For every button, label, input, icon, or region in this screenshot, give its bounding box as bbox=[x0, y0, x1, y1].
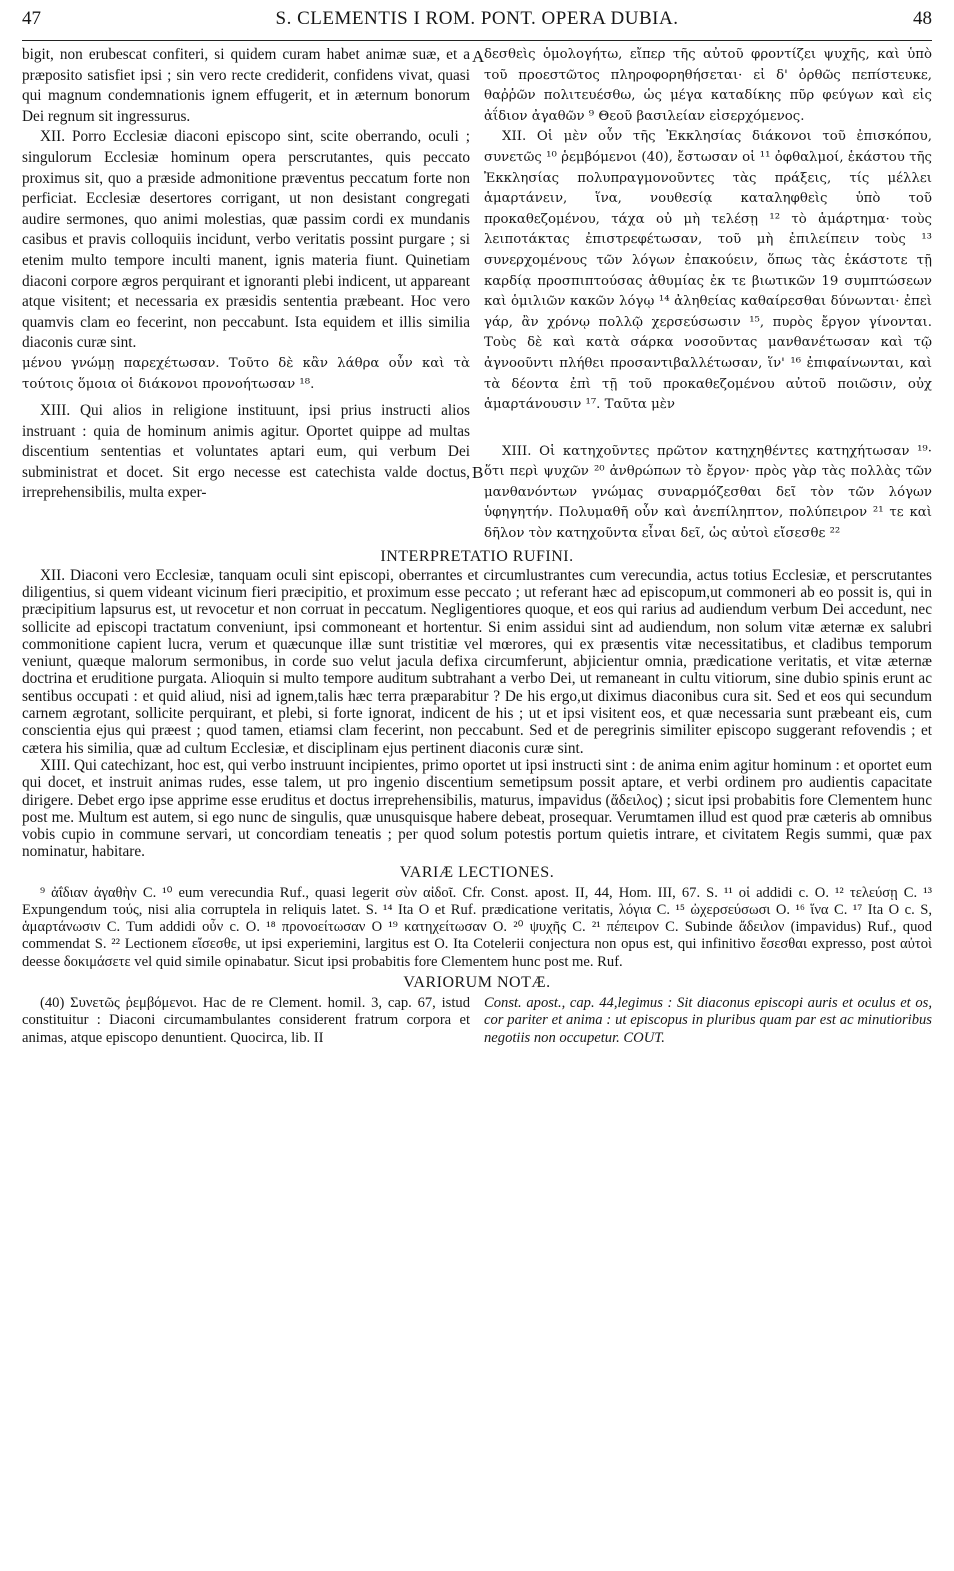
greek-paragraph-continuation: δεσθεὶς ὁμολογήτω, εἴπερ τῆς αὐτοῦ φροντίζει ψυχῆς, καὶ ὑπὸ τοῦ προεστῶτος πληροφορηθήσεται· εἰ δ' ὀρθῶς πεπίστευκε, θαῤῥῶν πολιτευέσθω, ὡς μέγα καταδίκης πῦρ φεύγων καὶ εἰς ἀΐδιον ἀγαθῶν ⁹ Θεοῦ βασιλείαν εἰσερχόμενος. bbox=[484, 47, 932, 124]
notae-heading: VARIORUM NOTÆ. bbox=[403, 973, 551, 991]
greek-paragraph-xiii: XIII. Οἱ κατηχοῦντες πρῶτον κατηχηθέντες κατηχήτωσαν ¹⁹· ὅτι περὶ ψυχῶν ²⁰ ἀνθρώπων τὸ ἔργον· πρὸς γὰρ τὰς πολλὰς τῶν μανθανόντων γνώμας συναρμόζεσθαι δεῖ τὸν τῶν λόγων ὑφηγητήν. Πολυμαθῆ οὖν καὶ ἀνεπίληπτον, πολύπειρον ²¹ τε καὶ δῆλον τὸν κατηχοῦντα εἶναι δεῖ, ὡς αὐτοὶ εἴσεσθε ²² bbox=[484, 443, 932, 542]
parallel-columns bbox=[22, 45, 932, 545]
page-number-right: 48 bbox=[913, 8, 932, 29]
rufinus-paragraph-xii: XII. Diaconi vero Ecclesiæ, tanquam oculi sint episcopi, oberrantes et circumlustrantes cum verecundia, actus totius Ecclesiæ, et perscrutantes diligentius, si quem videant vicinum fieri præcipitio, et proximum esse peccato ; ut referant hæc ad episcopum,ut commoneri ab eo possit is, qui in præcipitium lapsurus est, ut revocetur et non corruat in peccatum. Negligentiores quoque, et eos qui rarius ad audiendum verbum Dei accedunt, nec sollicite ad episcopi tractatum conveniunt, ipsi commoneant et hortentur. Si enim assidui sint ad audiendum, non solum vitæ æternæ ex salubri commonitione capient lucra, verum et quæcunque illæ sunt tristitiæ vel mœrores, qui ex præsentis vitæ necessitatibus, et cladibus temporum veniunt, quæque malorum sermonibus, in corde suo velut jacula defixa circumferunt, abjicientur omnia, prædicatione veritatis, et vitæ æternæ doctrina et eruditione purgata. Alioquin si multo tempore auditum subtrahant a verbo Dei, ut remaneant in cultu vitiorum, sine dubio spinis erunt ac sentibus occupati : et quid aliud, nisi ad ignem,talis hæc terra præparabitur ? De his ergo,ut diximus diaconibus cura sit. Sed et eos qui secundum carnem ægrotant, sollicite perquirant, et plebi, si forte ignorat, indicent de his ; ut et ipsi visitent eos, et quæ necessaria sunt præbeant eis, cum conscientia ejus qui præest ; quod tamen, etiamsi clam fecerint, non peccabunt. Sed et de peregrinis similiter episcopo suggerant refovendis ; et cætera his similia, quæ ad cultum Ecclesiæ, et disciplinam ejus pertinent diaconis curæ sint. bbox=[22, 566, 932, 757]
greek-paragraph-xii: XII. Οἱ μὲν οὖν τῆς Ἐκκλησίας διάκονοι τοῦ ἐπισκόπου, συνετῶς ¹⁰ ῥεμβόμενοι (40), ἔστωσαν οἱ ¹¹ ὀφθαλμοί, ἑκάστου τῆς Ἐκκλησίας πολυπραγμονοῦντες τὰς πράξεις, τίς μέλλει ἁμαρτάνειν, ἵνα, νουθεσίᾳ καταληφθεὶς ὑπὸ τοῦ προκαθεζομένου, τάχα οὐ μὴ τελέσῃ ¹² τὸ ἁμάρτημα· τοὺς λειποτάκτας ἐπιστρεφέτωσαν, τοῦ μὴ ἐπιλείπειν τοὺς ¹³ συνερχομένους τῶν λόγων ἐπακούειν, ὅπως τὰς ἑκάστοτε τῇ καρδίᾳ προσπιπτούσας ἀθυμίας ἐκ τε βιωτικῶν 19 συμπτώσεων καὶ ὁμιλιῶν κακῶν λόγῳ ¹⁴ ἀληθείας καθαίρεσθαι δύνωνται· ἐπεὶ γάρ, ἂν χρόνῳ πολλῷ χερσεύσωσιν ¹⁵, πυρὸς ἔργον γίνονται. Τοὺς δὲ καὶ κατὰ σάρκα νοσοῦντας μανθανέτωσαν καὶ τῷ ἀγνοοῦντι πλήθει προσαντιβαλλέτωσαν, ἵν' ¹⁶ ἐπιφαίνωνται, καὶ τὰ δέοντα ἐπὶ τῇ τοῦ προκαθεζομένου αὐτοῦ ποιῶσιν, οὐχ ἁμαρτάνουσιν ¹⁷. Ταῦτα μὲν bbox=[484, 129, 932, 413]
note-right: Const. apost., cap. 44,legimus : Sit diaconus episcopi auris et oculus et os, cor pariter et anima : ut episcopus in pluribus quam par est ac minutioribus negotiis non occupetur. COUT. bbox=[484, 994, 932, 1046]
notes-columns bbox=[22, 995, 932, 1047]
latin-greek-insert: μένου γνώμῃ παρεχέτωσαν. Τοῦτο δὲ κἂν λάθρα οὖν καὶ τὰ τούτοις ὅμοια οἱ διάκονοι προνοήτωσαν ¹⁸. bbox=[22, 355, 470, 392]
latin-paragraph-continuation: bigit, non erubescat confiteri, si quidem curam habet animæ suæ, et a præposito satisfiet ipsi ; sin vero recte crediderit, confidens vivat, quasi qui magnum condemnationis ignem effugerit, et in æternum bonorum Dei regnum sit ingressurus. bbox=[22, 46, 470, 125]
rufinus-heading: INTERPRETATIO RUFINI. bbox=[380, 547, 574, 565]
rufinus-paragraph-xiii: XIII. Qui catechizant, hoc est, qui verbo instruunt incipientes, primo oportet ut ipsi instructi sint : de anima enim agitur hominum : et oportet eum qui docet, et instruit animas rudes, esse talem, ut pro ingenio discentium semetipsum possit aptare, et verbi ordinem pro audientis capacitate dirigere. Debet ergo ipse apprime esse eruditus et doctus irreprehensibilis, maturus, impavidus (ἄδειλος) ; sicut ipsi probabitis fore Clementem hunc post me. Multum est autem, si ego nunc de singulis, quæ unusquisque habere debeat, prosequar. Verumtamen illud est quod præ cæteris ab omnibus vobis cupio in commune servari, ut concordiam teneatis ; per quod solum potestis portum quietis intrare, et civitatem Regis summi, quæ pax nominatur, habitare. bbox=[22, 756, 932, 861]
running-header bbox=[22, 8, 932, 38]
latin-column bbox=[22, 45, 470, 545]
note-left: (40) Συνετῶς ῥεμβόμενοι. Hac de re Clement. homil. 3, cap. 67, istud constituitur : Diaconi circumambulantes considerent fratrum corpora et animas, atque episcopo denuntient. Quocirca, lib. II bbox=[22, 994, 470, 1046]
page-number-left: 47 bbox=[22, 8, 41, 29]
variae-heading: VARIÆ LECTIONES. bbox=[399, 863, 555, 881]
variae-lectiones-text: ⁹ ἀΐδιαν ἀγαθὴν C. ¹⁰ eum verecundia Ruf., quasi legerit σὺν αἰδοῖ. Cfr. Const. apost. II, 44, Hom. III, 67. S. ¹¹ οἱ addidi c. O. ¹² τελεύσῃ C. ¹³ Expungendum τούς, nisi alia corruptela in reliquis latet. S. ¹⁴ Ita O et Ruf. prædicatione veritatis, λόγια C. ¹⁵ ὠχερσεύσωσι O. ¹⁶ ἵνα C. ¹⁷ Ita O c. S, ἁμαρτάνωσιν C. Tum addidi οὖν c. O. ¹⁸ προνοείτωσαν O ¹⁹ κατηχείτωσαν O. ²⁰ ψυχῆς C. ²¹ πέπειρον C. Subinde ἄδειλον (impavidus) Ruf., quod commendat S. ²² Lectionem εἴσεσθε, ut ipsi experiemini, largitus est O. Ita Cotelerii conjectura non opus est, qui infinitivo ἔσεσθαι expresso, post αὐτοὶ deesse δοκιμάσετε vel quid simile opinabatur. Sicut ipsi probabitis fore Clementem hunc post me. Ruf. bbox=[22, 884, 932, 970]
latin-paragraph-xii: XII. Porro Ecclesiæ diaconi episcopo sint, scite oberrando, oculi ; singulorum Ecclesiæ hominum opera perscrutantes, quis peccato proximus sit, quo a præside admonitione præventus peccatum forte non perficiat. Ecclesiæ desertores corrigant, ut non desistant congregati audire sermones, quo animi molestias, quæ passim cordi ex mundanis casibus et pravis colloquiis incidunt, verbo veritatis possint purgare ; si etenim multo tempore inculti manent, ignis materia fiunt. Quinetiam diaconi corpore ægros perquirant et ignoranti plebi indicent, ut appareant atque visitent; et necessaria ex præsidis sententia præbeant. Hoc vero quamvis clam eo fecerint, non peccabunt. Ista equidem et illis similia diaconis curæ sint. bbox=[22, 128, 470, 352]
latin-paragraph-xiii: XIII. Qui alios in religione instituunt, ipsi prius instructi alios instruant : quia de hominum animis agitur. Oportet quippe ad multas discentium sententias et voluntates aptari eum, qui verbum Dei subministrat et docet. Sit ergo necesse est catechista valde doctus, irreprehensibilis, multa exper- bbox=[22, 402, 470, 502]
margin-marker-a: A bbox=[472, 47, 485, 66]
greek-column bbox=[472, 45, 932, 545]
header-rule bbox=[22, 40, 932, 41]
running-title: S. CLEMENTIS I ROM. PONT. OPERA DUBIA. bbox=[275, 8, 679, 29]
margin-marker-b: B bbox=[472, 463, 484, 482]
